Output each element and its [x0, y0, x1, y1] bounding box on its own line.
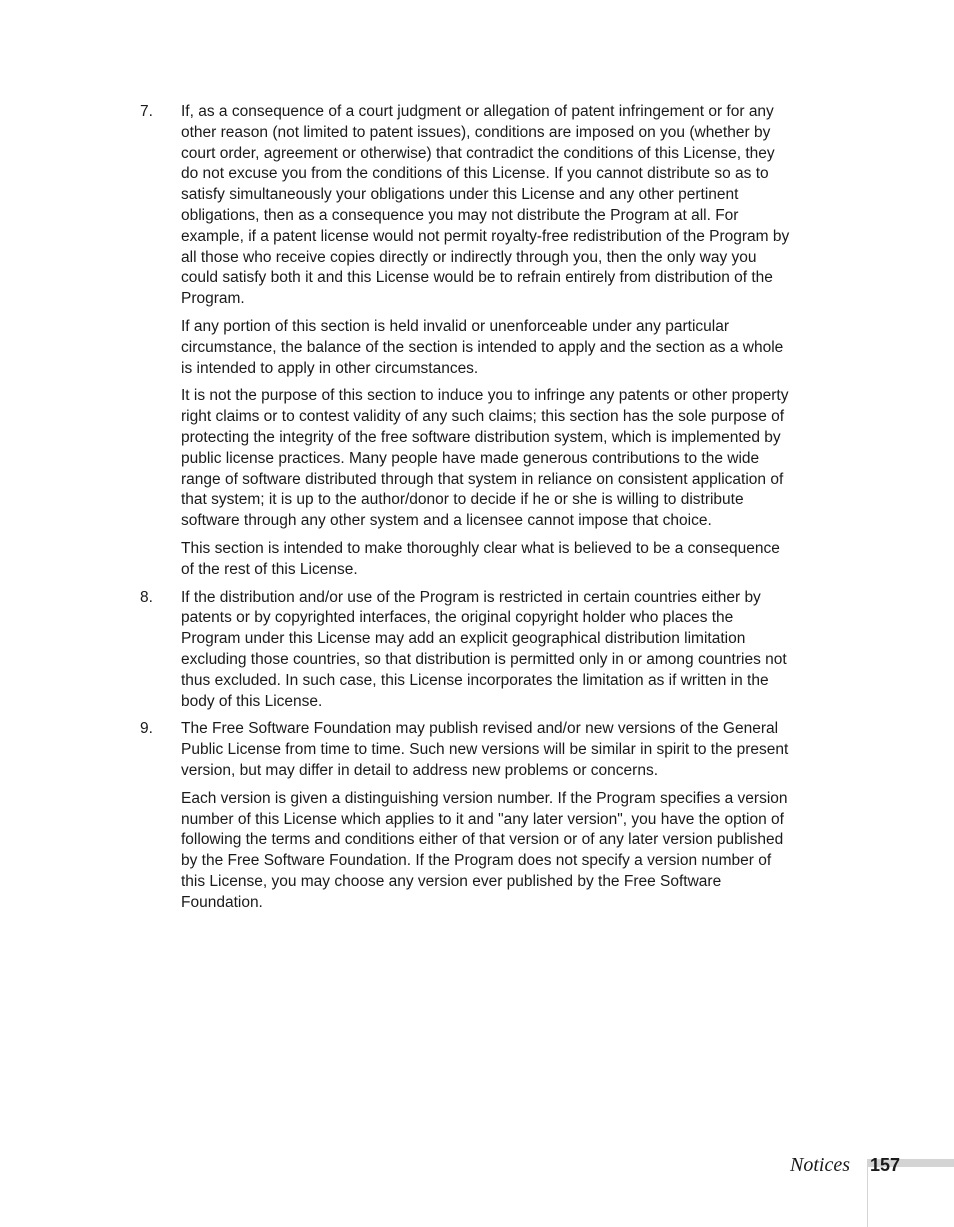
paragraph: The Free Software Foundation may publish revised and/or new versions of the General Public License from time to time. Such new versions will be similar in spirit to the present version, but may differ in detail to address new problems or concerns. [181, 720, 789, 779]
item-number: 7. [140, 103, 153, 120]
page-number: 157 [870, 1155, 901, 1175]
paragraph: If, as a consequence of a court judgment or allegation of patent infringement or for any other reason (not limited to patent issues), conditions are imposed on you (whether by court order, agreement or otherwise) that contradict the conditions of this License, they do not excuse you from the conditions of this License. If you cannot distribute so as to satisfy simultaneously your obligations under this License and any other pertinent obligations, then as a consequence you may not distribute the Program at all. For example, if a patent license would not permit royalty-free redistribution of the Program by all those who receive copies directly or indirectly through you, then the only way you could satisfy both it and this License would be to refrain entirely from distribution of the Program. [181, 103, 790, 308]
list-item-8 [140, 588, 790, 713]
item-number: 8. [140, 588, 153, 606]
paragraph: It is not the purpose of this section to induce you to infringe any patents or other property right claims or to contest validity of any such claims; this section has the sole purpose of protecting the integrity of the free software distribution system, which is implemented by public license practices. Many people have made generous contributions to the wide range of software distributed through that system in reliance on consistent application of that system; it is up to the author/donor to decide if he or she is willing to distribute software through any other system and a licensee cannot impose that choice. [181, 387, 789, 530]
paragraph: If any portion of this section is held invalid or unenforceable under any particular circumstance, the balance of the section is intended to apply and the section as a whole is intended to apply in other circumstances. [181, 317, 784, 377]
list-item-9 [140, 719, 790, 913]
footer-section-title: Notices [790, 1154, 850, 1176]
paragraph: This section is intended to make thoroughly clear what is believed to be a consequence of the rest of this License. [181, 539, 780, 578]
license-text [140, 102, 790, 920]
paragraph: If the distribution and/or use of the Program is restricted in certain countries either by patents or by copyrighted interfaces, the original copyright holder who places the Program under this License may add an explicit geographical distribution limitation excluding those countries, so that distribution is permitted only in or among countries not thus excluded. In such case, this License incorporates the limitation as if written in the body of this License. [181, 588, 787, 710]
paragraph: Each version is given a distinguishing version number. If the Program specifies a version number of this License which applies to it and "any later version", you have the option of following the terms and conditions either of that version or of any later version published by the Free Software Foundation. If the Program does not specify a version number of this License, you may choose any version ever published by the Free Software Foundation. [181, 789, 788, 911]
item-number: 9. [140, 720, 153, 738]
list-item-7 [140, 102, 790, 581]
footer-divider [867, 1159, 868, 1227]
